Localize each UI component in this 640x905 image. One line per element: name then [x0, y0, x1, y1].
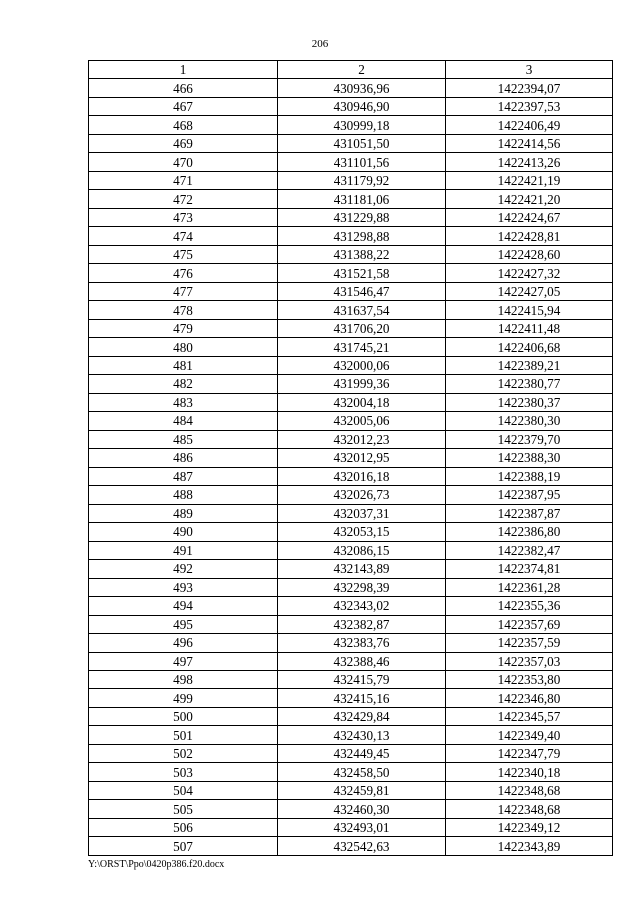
table-row: [89, 467, 613, 485]
coordinates-table: [88, 60, 613, 856]
table-cell-col-1: 497: [89, 652, 278, 670]
table-cell-col-1: 498: [89, 670, 278, 688]
table-row: [89, 689, 613, 707]
table-cell-col-1: 479: [89, 319, 278, 337]
page-number: 206: [311, 38, 329, 50]
table-cell-col-1: 507: [89, 837, 278, 855]
table-cell-col-1: 502: [89, 744, 278, 762]
table-cell-col-3: 1422397,53: [446, 97, 613, 115]
table-cell-col-1: 478: [89, 301, 278, 319]
table-cell-col-3: 1422348,68: [446, 800, 613, 818]
table-cell-col-2: 431298,88: [278, 227, 446, 245]
table-row: [89, 208, 613, 226]
table-cell-col-2: 432382,87: [278, 615, 446, 633]
table-cell-col-2: 432493,01: [278, 818, 446, 836]
table-cell-col-3: 1422388,19: [446, 467, 613, 485]
table-cell-col-1: 483: [89, 393, 278, 411]
table-row: [89, 763, 613, 781]
table-cell-col-3: 1422347,79: [446, 744, 613, 762]
table-cell-col-2: 432388,46: [278, 652, 446, 670]
table-header: [89, 61, 613, 79]
table-row: [89, 116, 613, 134]
table-cell-col-3: 1422343,89: [446, 837, 613, 855]
table-cell-col-1: 495: [89, 615, 278, 633]
table-cell-col-1: 475: [89, 245, 278, 263]
table-cell-col-1: 471: [89, 171, 278, 189]
table-row: [89, 837, 613, 855]
table-cell-col-3: 1422349,40: [446, 726, 613, 744]
table-cell-col-2: 432026,73: [278, 486, 446, 504]
table-cell-col-3: 1422427,05: [446, 282, 613, 300]
table-cell-col-1: 503: [89, 763, 278, 781]
table-row: [89, 134, 613, 152]
table-cell-col-1: 466: [89, 79, 278, 97]
table-cell-col-3: 1422374,81: [446, 560, 613, 578]
table-cell-col-1: 500: [89, 707, 278, 725]
table-cell-col-2: 430999,18: [278, 116, 446, 134]
table-cell-col-1: 501: [89, 726, 278, 744]
table-cell-col-2: 432459,81: [278, 781, 446, 799]
table-row: [89, 744, 613, 762]
table-cell-col-2: 431179,92: [278, 171, 446, 189]
table-cell-col-1: 506: [89, 818, 278, 836]
table-cell-col-1: 467: [89, 97, 278, 115]
table-cell-col-3: 1422389,21: [446, 356, 613, 374]
table-row: [89, 652, 613, 670]
table-cell-col-3: 1422421,20: [446, 190, 613, 208]
table-cell-col-3: 1422406,68: [446, 338, 613, 356]
table-cell-col-1: 493: [89, 578, 278, 596]
table-cell-col-2: 432383,76: [278, 634, 446, 652]
table-row: [89, 707, 613, 725]
table-cell-col-2: 432004,18: [278, 393, 446, 411]
table-row: [89, 412, 613, 430]
table-cell-col-1: 486: [89, 449, 278, 467]
table-row: [89, 449, 613, 467]
table-cell-col-2: 431706,20: [278, 319, 446, 337]
table-cell-col-1: 476: [89, 264, 278, 282]
table-row: [89, 190, 613, 208]
table-cell-col-3: 1422387,95: [446, 486, 613, 504]
table-row: [89, 282, 613, 300]
file-path-footer: Y:\ORST\Ppo\0420p386.f20.docx: [88, 859, 225, 870]
table-cell-col-1: 491: [89, 541, 278, 559]
table-cell-col-1: 492: [89, 560, 278, 578]
table-cell-col-3: 1422361,28: [446, 578, 613, 596]
table-cell-col-3: 1422406,49: [446, 116, 613, 134]
table-row: [89, 597, 613, 615]
table-cell-col-3: 1422382,47: [446, 541, 613, 559]
table-cell-col-3: 1422353,80: [446, 670, 613, 688]
table-cell-col-3: 1422424,67: [446, 208, 613, 226]
table-cell-col-2: 430936,96: [278, 79, 446, 97]
table-row: [89, 578, 613, 596]
table-row: [89, 486, 613, 504]
table-cell-col-3: 1422428,81: [446, 227, 613, 245]
table-cell-col-2: 431388,22: [278, 245, 446, 263]
table-cell-col-2: 431546,47: [278, 282, 446, 300]
table-cell-col-1: 488: [89, 486, 278, 504]
table-cell-col-3: 1422357,59: [446, 634, 613, 652]
table-row: [89, 245, 613, 263]
table-cell-col-2: 432460,30: [278, 800, 446, 818]
table-cell-col-2: 432005,06: [278, 412, 446, 430]
table-cell-col-1: 481: [89, 356, 278, 374]
table-cell-col-1: 499: [89, 689, 278, 707]
table-cell-col-1: 468: [89, 116, 278, 134]
column-header-3: 3: [446, 61, 613, 79]
table-row: [89, 264, 613, 282]
table-cell-col-1: 485: [89, 430, 278, 448]
column-header-2: 2: [278, 61, 446, 79]
table-row: [89, 171, 613, 189]
table-cell-col-1: 469: [89, 134, 278, 152]
column-header-1: 1: [89, 61, 278, 79]
table-cell-col-3: 1422394,07: [446, 79, 613, 97]
table-cell-col-2: 432000,06: [278, 356, 446, 374]
table-cell-col-2: 432143,89: [278, 560, 446, 578]
table-cell-col-2: 431181,06: [278, 190, 446, 208]
table-cell-col-2: 432012,23: [278, 430, 446, 448]
table-cell-col-2: 431521,58: [278, 264, 446, 282]
table-cell-col-2: 430946,90: [278, 97, 446, 115]
table-cell-col-3: 1422428,60: [446, 245, 613, 263]
table-cell-col-1: 470: [89, 153, 278, 171]
table-cell-col-3: 1422357,69: [446, 615, 613, 633]
table-cell-col-1: 489: [89, 504, 278, 522]
table-cell-col-3: 1422388,30: [446, 449, 613, 467]
table-row: [89, 615, 613, 633]
table-cell-col-2: 432298,39: [278, 578, 446, 596]
table-row: [89, 670, 613, 688]
table-cell-col-3: 1422413,26: [446, 153, 613, 171]
table-cell-col-2: 431229,88: [278, 208, 446, 226]
table-cell-col-3: 1422421,19: [446, 171, 613, 189]
table-row: [89, 634, 613, 652]
table-cell-col-2: 432458,50: [278, 763, 446, 781]
table-cell-col-3: 1422380,77: [446, 375, 613, 393]
table-cell-col-2: 432429,84: [278, 707, 446, 725]
table-cell-col-2: 432016,18: [278, 467, 446, 485]
table-row: [89, 523, 613, 541]
table-row: [89, 504, 613, 522]
table-cell-col-1: 490: [89, 523, 278, 541]
table-cell-col-3: 1422380,30: [446, 412, 613, 430]
table-cell-col-2: 432343,02: [278, 597, 446, 615]
table-cell-col-2: 432415,16: [278, 689, 446, 707]
table-row: [89, 375, 613, 393]
table-row: [89, 800, 613, 818]
table-cell-col-2: 432037,31: [278, 504, 446, 522]
table-row: [89, 818, 613, 836]
table-cell-col-2: 432415,79: [278, 670, 446, 688]
table-cell-col-2: 431999,36: [278, 375, 446, 393]
table-cell-col-3: 1422348,68: [446, 781, 613, 799]
table-cell-col-1: 504: [89, 781, 278, 799]
table-row: [89, 781, 613, 799]
table-cell-col-2: 431745,21: [278, 338, 446, 356]
table-row: [89, 541, 613, 559]
table-row: [89, 430, 613, 448]
table-cell-col-3: 1422379,70: [446, 430, 613, 448]
table-row: [89, 319, 613, 337]
table-cell-col-1: 482: [89, 375, 278, 393]
table-cell-col-1: 494: [89, 597, 278, 615]
table-cell-col-3: 1422411,48: [446, 319, 613, 337]
table-cell-col-3: 1422357,03: [446, 652, 613, 670]
table-cell-col-1: 474: [89, 227, 278, 245]
table-cell-col-1: 487: [89, 467, 278, 485]
table-cell-col-2: 431051,50: [278, 134, 446, 152]
table-cell-col-3: 1422345,57: [446, 707, 613, 725]
table-row: [89, 79, 613, 97]
table-cell-col-3: 1422387,87: [446, 504, 613, 522]
table-cell-col-2: 431637,54: [278, 301, 446, 319]
table-cell-col-2: 432086,15: [278, 541, 446, 559]
table-cell-col-3: 1422386,80: [446, 523, 613, 541]
table-cell-col-2: 432012,95: [278, 449, 446, 467]
table-row: [89, 356, 613, 374]
table-cell-col-1: 480: [89, 338, 278, 356]
table-cell-col-3: 1422380,37: [446, 393, 613, 411]
table-row: [89, 97, 613, 115]
table-cell-col-2: 432542,63: [278, 837, 446, 855]
table-row: [89, 393, 613, 411]
table-row: [89, 338, 613, 356]
table-cell-col-3: 1422415,94: [446, 301, 613, 319]
table-cell-col-1: 473: [89, 208, 278, 226]
table-row: [89, 227, 613, 245]
table-cell-col-3: 1422355,36: [446, 597, 613, 615]
table-row: [89, 153, 613, 171]
table-body: [89, 79, 613, 855]
table-cell-col-2: 432449,45: [278, 744, 446, 762]
table-cell-col-1: 496: [89, 634, 278, 652]
table-cell-col-1: 477: [89, 282, 278, 300]
table-cell-col-3: 1422349,12: [446, 818, 613, 836]
table-cell-col-2: 432053,15: [278, 523, 446, 541]
table-row: [89, 560, 613, 578]
table-cell-col-3: 1422340,18: [446, 763, 613, 781]
table-cell-col-3: 1422427,32: [446, 264, 613, 282]
table-cell-col-3: 1422346,80: [446, 689, 613, 707]
table-cell-col-1: 505: [89, 800, 278, 818]
header-row: [89, 61, 613, 79]
table-row: [89, 726, 613, 744]
table-cell-col-1: 472: [89, 190, 278, 208]
table-cell-col-2: 432430,13: [278, 726, 446, 744]
table-row: [89, 301, 613, 319]
table-cell-col-2: 431101,56: [278, 153, 446, 171]
table-cell-col-3: 1422414,56: [446, 134, 613, 152]
table-cell-col-1: 484: [89, 412, 278, 430]
